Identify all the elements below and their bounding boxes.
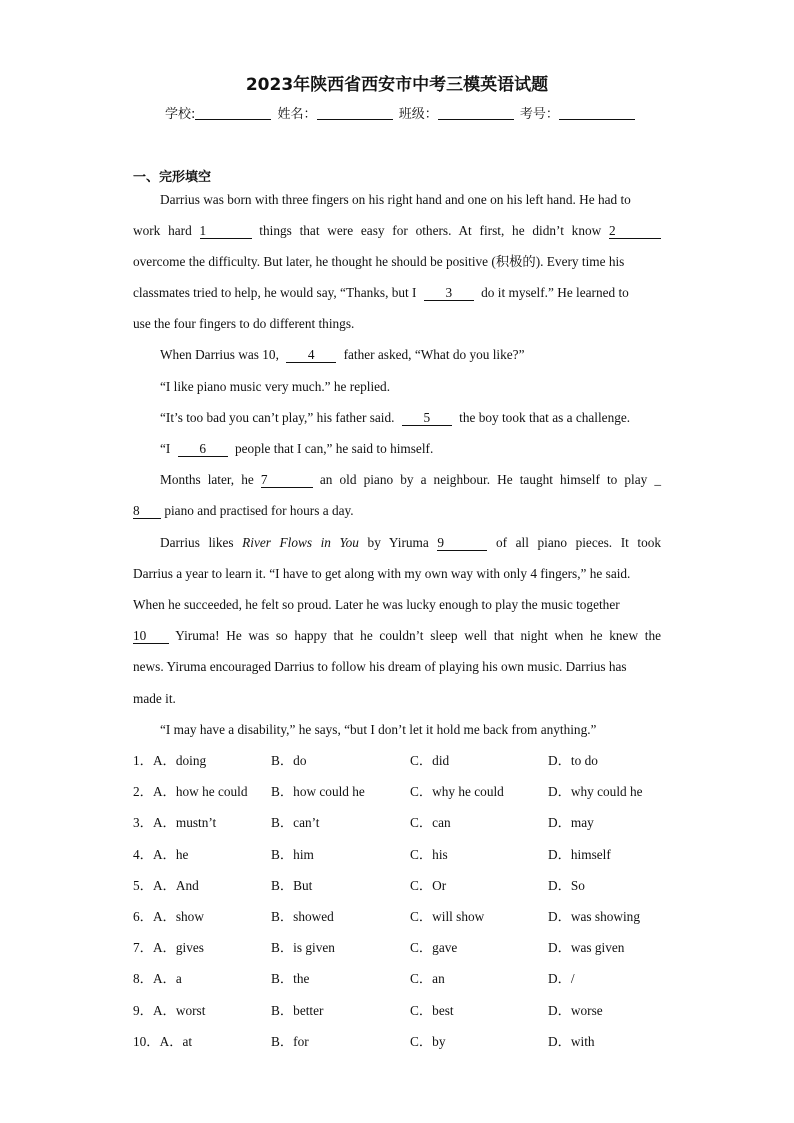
text-fragment: Months later, he [160, 472, 254, 487]
passage-line [133, 284, 661, 302]
school-field[interactable] [195, 106, 271, 120]
section-heading: 一、完形填空 [133, 170, 212, 185]
question-7-option-d[interactable]: D．was given [548, 940, 625, 955]
question-2-option-d[interactable]: D．why could he [548, 784, 643, 799]
passage-line [160, 471, 661, 489]
student-info-line [165, 103, 637, 122]
passage-line [133, 502, 661, 520]
question-6-option-d[interactable]: D．was showing [548, 909, 640, 924]
question-7-option-c[interactable]: C．gave [410, 940, 458, 955]
question-1-option-d[interactable]: D．to do [548, 753, 598, 768]
passage-line [133, 222, 661, 240]
blank-6[interactable]: 6 [178, 442, 228, 457]
blank-9[interactable]: 9 [437, 536, 487, 551]
question-1-option-c[interactable]: C．did [410, 753, 450, 768]
question-1-option-a[interactable]: 1．A．doing [133, 753, 207, 768]
passage-line: Darrius a year to learn it. “I have to get along with my own way with only 4 fingers,” he said. [133, 566, 631, 581]
question-10-option-d[interactable]: D．with [548, 1034, 595, 1049]
question-3-option-c[interactable]: C．can [410, 815, 451, 830]
class-label: 班级： [398, 107, 438, 122]
name-label: 姓名： [277, 107, 317, 122]
blank-7[interactable]: 7 [261, 473, 313, 488]
blank-3[interactable]: 3 [424, 286, 474, 301]
question-4-option-d[interactable]: D．himself [548, 847, 611, 862]
text-fragment: people that I can,” he said to himself. [235, 441, 434, 456]
question-7-option-a[interactable]: 7．A．gives [133, 940, 204, 955]
text-fragment: father asked, “What do you like?” [343, 347, 525, 362]
question-8-option-c[interactable]: C．an [410, 971, 445, 986]
text-fragment: Yiruma! He was so happy that he couldn’t sleep well that night when he knew the [175, 628, 661, 643]
passage-line: use the four fingers to do different things. [133, 316, 355, 331]
text-fragment: work hard [133, 223, 192, 238]
question-2-option-a[interactable]: 2．A．how he could [133, 784, 248, 799]
passage-line [160, 346, 661, 364]
page-title: 2023年陕西省西安市中考三模英语试题 [245, 75, 549, 95]
question-4-option-b[interactable]: B．him [271, 847, 314, 862]
school-label: 学校: [165, 107, 196, 122]
question-3-option-a[interactable]: 3．A．mustn’t [133, 815, 217, 830]
question-2-option-b[interactable]: B．how could he [271, 784, 365, 799]
question-10-option-b[interactable]: B．for [271, 1034, 309, 1049]
question-8-option-a[interactable]: 8．A．a [133, 971, 182, 986]
question-4-option-c[interactable]: C．his [410, 847, 448, 862]
number-label: 考号： [519, 107, 559, 122]
question-2-option-c[interactable]: C．why he could [410, 784, 504, 799]
text-fragment: do it myself.” He learned to [481, 285, 629, 300]
question-8-option-d[interactable]: D．/ [548, 971, 575, 986]
text-fragment: an old piano by a neighbour. He taught himself to play _ [319, 472, 661, 487]
passage-line [160, 440, 661, 458]
question-9-option-c[interactable]: C．best [410, 1003, 454, 1018]
question-3-option-d[interactable]: D．may [548, 815, 594, 830]
question-1-option-b[interactable]: B．do [271, 753, 307, 768]
text-fragment: “It’s too bad you can’t play,” his father said. [160, 410, 395, 425]
text-fragment: of all piano pieces. It took [495, 535, 662, 550]
question-10-option-c[interactable]: C．by [410, 1034, 446, 1049]
question-8-option-b[interactable]: B．the [271, 971, 310, 986]
text-fragment: by Yiruma [367, 535, 429, 550]
question-6-option-a[interactable]: 6．A．show [133, 909, 204, 924]
passage-line: When he succeeded, he felt so proud. Later he was lucky enough to play the music together [133, 597, 620, 612]
passage-line: “I like piano music very much.” he replied. [160, 379, 391, 394]
blank-1[interactable]: 1 [200, 224, 252, 239]
question-5-option-d[interactable]: D．So [548, 878, 585, 893]
passage-line [133, 627, 661, 645]
passage-line: overcome the difficulty. But later, he thought he should be positive (积极的). Every time his [133, 254, 625, 269]
question-9-option-a[interactable]: 9．A．worst [133, 1003, 206, 1018]
passage-line [160, 534, 661, 552]
class-field[interactable] [438, 106, 514, 120]
blank-8[interactable]: 8 [133, 504, 161, 519]
question-4-option-a[interactable]: 4．A．he [133, 847, 189, 862]
passage-line: Darrius was born with three fingers on his right hand and one on his left hand. He had to [160, 192, 631, 207]
blank-2[interactable]: 2 [609, 224, 661, 239]
question-7-option-b[interactable]: B．is given [271, 940, 335, 955]
blank-4[interactable]: 4 [286, 348, 336, 363]
question-5-option-a[interactable]: 5．A．And [133, 878, 199, 893]
blank-5[interactable]: 5 [402, 411, 452, 426]
text-fragment: classmates tried to help, he would say, “Thanks, but I [133, 285, 417, 300]
passage-line [160, 409, 661, 427]
question-6-option-c[interactable]: C．will show [410, 909, 485, 924]
passage-line: “I may have a disability,” he says, “but I don’t let it hold me back from anything.” [160, 722, 597, 737]
text-fragment: Darrius likes [160, 535, 234, 550]
passage-line: made it. [133, 691, 176, 706]
question-9-option-b[interactable]: B．better [271, 1003, 324, 1018]
text-fragment: the boy took that as a challenge. [459, 410, 631, 425]
blank-10[interactable]: 10 [133, 629, 169, 644]
text-fragment: When Darrius was 10, [160, 347, 279, 362]
exam-number-field[interactable] [559, 106, 635, 120]
song-title: River Flows in You [242, 535, 359, 550]
text-fragment: “I [160, 441, 171, 456]
text-fragment: things that were easy for others. At first, he didn’t know [259, 223, 602, 238]
question-5-option-c[interactable]: C．Or [410, 878, 447, 893]
question-5-option-b[interactable]: B．But [271, 878, 313, 893]
name-field[interactable] [317, 106, 393, 120]
question-6-option-b[interactable]: B．showed [271, 909, 334, 924]
text-fragment: piano and practised for hours a day. [164, 503, 354, 518]
passage-line: news. Yiruma encouraged Darrius to follow his dream of playing his own music. Darrius has [133, 659, 627, 674]
question-3-option-b[interactable]: B．can’t [271, 815, 320, 830]
question-10-option-a[interactable]: 10．A．at [133, 1034, 193, 1049]
question-9-option-d[interactable]: D．worse [548, 1003, 603, 1018]
